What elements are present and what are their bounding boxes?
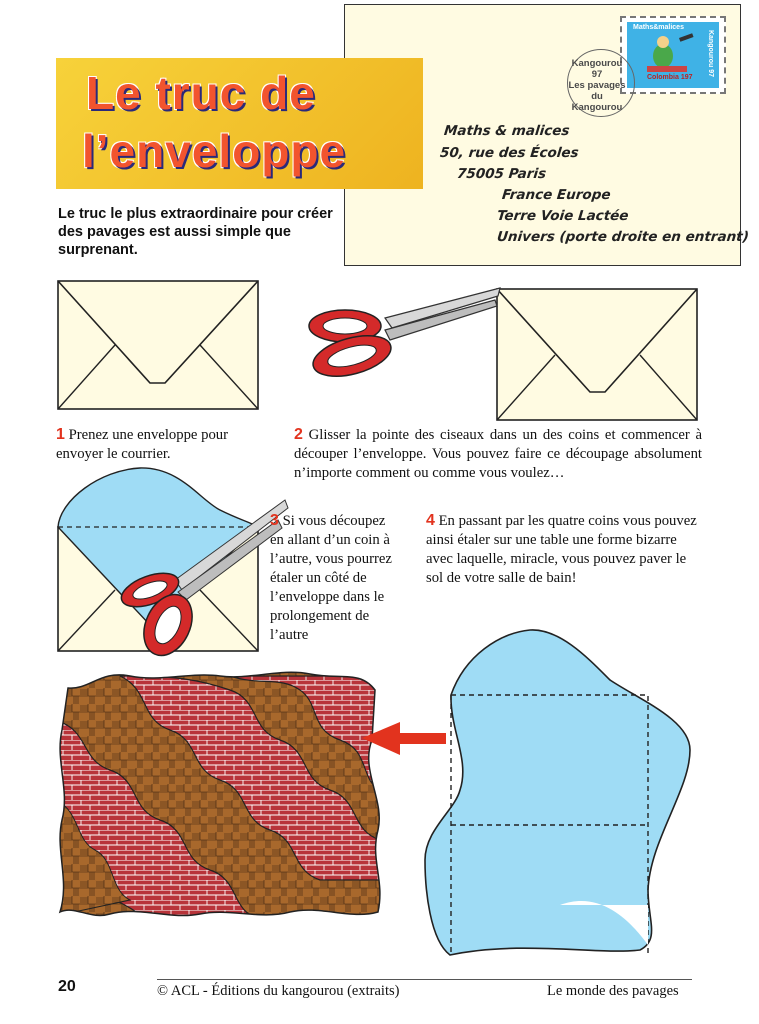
address-line-4: France Europe — [501, 187, 612, 203]
step-4-number: 4 — [426, 512, 435, 529]
step-3-number: 3 — [270, 512, 279, 529]
step-4-text: En passant par les quatre coins vous pouvez ainsi étaler sur une table une forme bizarre avec laquelle, miracle, vous pouvez paver le sol de votre salle de bain! — [426, 513, 697, 586]
postmark-line-4: du — [591, 91, 603, 102]
address-line-3: 75005 Paris — [456, 166, 547, 182]
address-line-2: 50, rue des Écoles — [439, 145, 580, 161]
page-title-line-2: l’enveloppe — [82, 125, 347, 177]
footer-section: Le monde des pavages — [547, 983, 679, 999]
postmark-line-5: Kangourou — [571, 102, 623, 113]
postmark-line-3: Les pavages — [568, 80, 626, 91]
intro-text: Le truc le plus extraordinaire pour créer des pavages est aussi simple que surprenant. — [58, 206, 333, 258]
footer-copyright: © ACL - Éditions du kangourou (extraits) — [157, 983, 400, 999]
stamp-side-text: Kangourou 97 — [707, 29, 715, 78]
step-3-text: Si vous découpez en allant d’un coin à l’autre, vous pourrez étaler un côté de l’enveloppe dans le prolongement de l’autre — [270, 513, 392, 643]
address-line-6: Univers (porte droite en entrant) — [496, 229, 750, 245]
stamp-bottom-text: Colombia 197 — [647, 74, 693, 81]
page-number: 20 — [58, 978, 76, 995]
address-line-1: Maths & malices — [443, 123, 571, 139]
page-title-line-1: Le truc de — [86, 67, 316, 119]
step-2-number: 2 — [294, 426, 303, 443]
step-1-number: 1 — [56, 426, 65, 443]
address-line-5: Terre Voie Lactée — [496, 208, 630, 224]
step-2-text: Glisser la pointe des ciseaux dans un des coins et commencer à découper l’enveloppe. Vous pouvez faire ce découpage absolument n’importe comment ou comme vous voulez… — [294, 427, 703, 481]
postmark-line-2: 97 — [591, 69, 603, 80]
stamp-top-text: Maths&malices — [633, 24, 684, 31]
footer-rule — [157, 979, 692, 980]
postmark-line-1: Kangourou — [571, 58, 623, 69]
step-1-text: Prenez une enveloppe pour envoyer le courrier. — [56, 427, 229, 462]
